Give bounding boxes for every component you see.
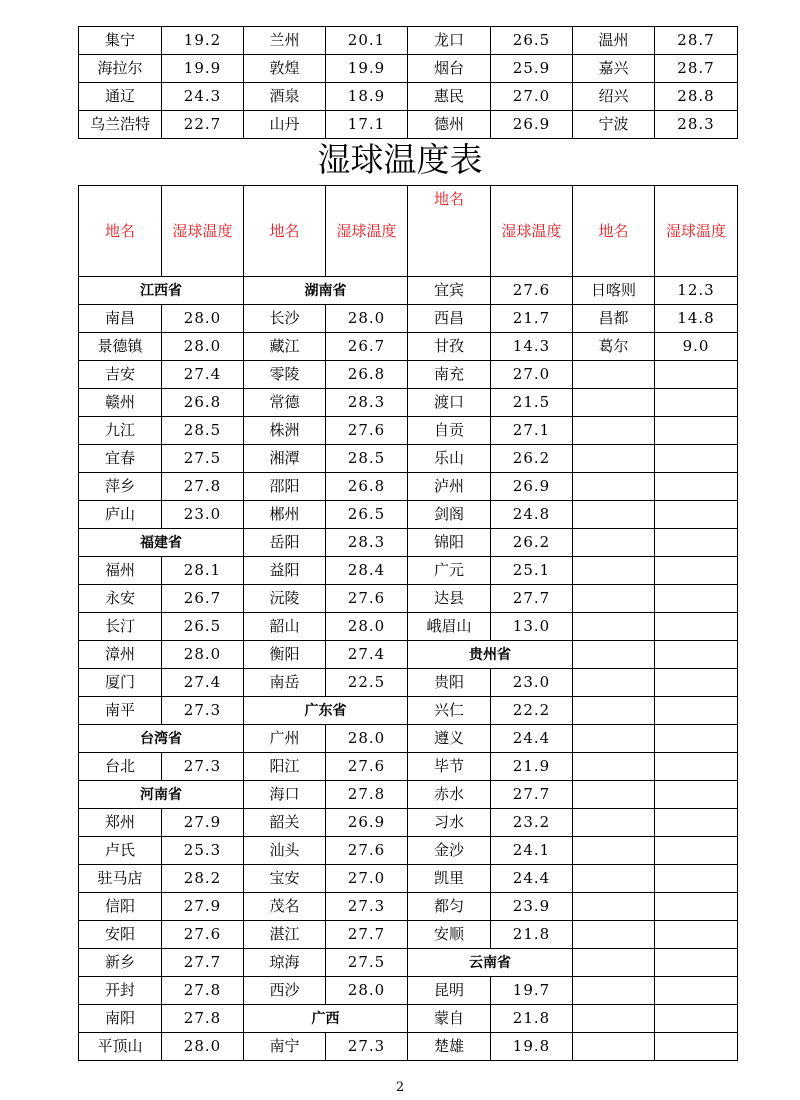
wet-bulb-value: 25.3 <box>162 837 244 865</box>
place-name: 零陵 <box>244 361 326 389</box>
empty-cell <box>655 893 738 921</box>
place-name: 兴仁 <box>408 697 491 725</box>
header-place: 地名 <box>573 186 655 277</box>
empty-cell <box>655 1033 738 1061</box>
table-row <box>79 529 738 557</box>
wet-bulb-value: 27.6 <box>162 921 244 949</box>
wet-bulb-value: 26.5 <box>491 27 573 55</box>
empty-cell <box>573 669 655 697</box>
wet-bulb-value: 28.0 <box>326 977 408 1005</box>
place-name: 郑州 <box>79 809 162 837</box>
wet-bulb-value: 27.6 <box>326 585 408 613</box>
header-place: 地名 <box>244 186 326 277</box>
empty-cell <box>573 753 655 781</box>
place-name: 葛尔 <box>573 333 655 361</box>
wet-bulb-value: 28.4 <box>326 557 408 585</box>
table-row <box>79 445 738 473</box>
place-name: 峨眉山 <box>408 613 491 641</box>
place-name: 郴州 <box>244 501 326 529</box>
place-name: 海拉尔 <box>79 55 162 83</box>
wet-bulb-value: 22.2 <box>491 697 573 725</box>
empty-cell <box>655 669 738 697</box>
wet-bulb-value: 17.1 <box>326 111 408 139</box>
wet-bulb-value: 24.8 <box>491 501 573 529</box>
wet-bulb-value: 26.8 <box>162 389 244 417</box>
wet-bulb-value: 27.7 <box>491 781 573 809</box>
wet-bulb-value: 26.7 <box>326 333 408 361</box>
wet-bulb-value: 21.5 <box>491 389 573 417</box>
place-name: 九江 <box>79 417 162 445</box>
table-row <box>79 27 738 55</box>
wet-bulb-value: 26.5 <box>326 501 408 529</box>
table-row <box>79 669 738 697</box>
wet-bulb-value: 21.9 <box>491 753 573 781</box>
wet-bulb-value: 27.9 <box>162 893 244 921</box>
table-row <box>79 473 738 501</box>
table-row <box>79 641 738 669</box>
wet-bulb-value: 27.9 <box>162 809 244 837</box>
wet-bulb-value: 28.0 <box>326 725 408 753</box>
wet-bulb-value: 28.7 <box>655 55 738 83</box>
place-name: 邵阳 <box>244 473 326 501</box>
header-row <box>79 186 738 277</box>
wet-bulb-value: 28.3 <box>326 529 408 557</box>
empty-cell <box>655 977 738 1005</box>
wet-bulb-value: 24.4 <box>491 865 573 893</box>
table-row <box>79 277 738 305</box>
place-name: 信阳 <box>79 893 162 921</box>
place-name: 藏江 <box>244 333 326 361</box>
table-row <box>79 893 738 921</box>
wet-bulb-value: 21.8 <box>491 1005 573 1033</box>
wet-bulb-value: 28.5 <box>162 417 244 445</box>
empty-cell <box>655 921 738 949</box>
place-name: 厦门 <box>79 669 162 697</box>
table-row <box>79 865 738 893</box>
table-title: 湿球温度表 <box>317 140 483 179</box>
empty-cell <box>655 473 738 501</box>
place-name: 韶山 <box>244 613 326 641</box>
place-name: 南阳 <box>79 1005 162 1033</box>
wet-bulb-value: 27.7 <box>491 585 573 613</box>
empty-cell <box>655 529 738 557</box>
place-name: 湛江 <box>244 921 326 949</box>
place-name: 韶关 <box>244 809 326 837</box>
wet-bulb-value: 27.3 <box>162 753 244 781</box>
wet-bulb-value: 28.2 <box>162 865 244 893</box>
empty-cell <box>655 445 738 473</box>
empty-cell <box>655 389 738 417</box>
empty-cell <box>573 389 655 417</box>
place-name: 宜宾 <box>408 277 491 305</box>
wet-bulb-value: 27.3 <box>326 1033 408 1061</box>
place-name: 琼海 <box>244 949 326 977</box>
empty-cell <box>573 1033 655 1061</box>
place-name: 集宁 <box>79 27 162 55</box>
table-row <box>79 613 738 641</box>
empty-cell <box>655 865 738 893</box>
table-row <box>79 697 738 725</box>
empty-cell <box>655 641 738 669</box>
empty-cell <box>573 641 655 669</box>
wet-bulb-value: 21.7 <box>491 305 573 333</box>
wet-bulb-value: 28.0 <box>326 613 408 641</box>
place-name: 长沙 <box>244 305 326 333</box>
wet-bulb-value: 27.1 <box>491 417 573 445</box>
province-header: 江西省 <box>79 277 244 305</box>
place-name: 都匀 <box>408 893 491 921</box>
table-row <box>79 333 738 361</box>
place-name: 昆明 <box>408 977 491 1005</box>
wet-bulb-value: 28.3 <box>655 111 738 139</box>
empty-cell <box>655 949 738 977</box>
table-row <box>79 949 738 977</box>
header-wet-bulb: 湿球温度 <box>655 186 738 277</box>
empty-cell <box>655 809 738 837</box>
wet-bulb-value: 27.8 <box>326 781 408 809</box>
wet-bulb-value: 27.3 <box>326 893 408 921</box>
empty-cell <box>655 417 738 445</box>
place-name: 广元 <box>408 557 491 585</box>
place-name: 蒙自 <box>408 1005 491 1033</box>
place-name: 南昌 <box>79 305 162 333</box>
wet-bulb-value: 28.7 <box>655 27 738 55</box>
place-name: 甘孜 <box>408 333 491 361</box>
wet-bulb-value: 23.2 <box>491 809 573 837</box>
wet-bulb-value: 26.8 <box>326 473 408 501</box>
place-name: 长汀 <box>79 613 162 641</box>
place-name: 株洲 <box>244 417 326 445</box>
place-name: 西昌 <box>408 305 491 333</box>
wet-bulb-value: 27.6 <box>326 417 408 445</box>
province-header: 广西 <box>244 1005 408 1033</box>
wet-bulb-value: 26.5 <box>162 613 244 641</box>
place-name: 泸州 <box>408 473 491 501</box>
empty-cell <box>573 445 655 473</box>
table-row <box>79 361 738 389</box>
place-name: 宜春 <box>79 445 162 473</box>
place-name: 德州 <box>408 111 491 139</box>
table-row <box>79 501 738 529</box>
table-row <box>79 921 738 949</box>
empty-cell <box>655 837 738 865</box>
empty-cell <box>655 557 738 585</box>
empty-cell <box>655 501 738 529</box>
wet-bulb-value: 27.0 <box>491 361 573 389</box>
place-name: 达县 <box>408 585 491 613</box>
place-name: 萍乡 <box>79 473 162 501</box>
wet-bulb-value: 28.8 <box>655 83 738 111</box>
empty-cell <box>573 781 655 809</box>
wet-bulb-value: 22.5 <box>326 669 408 697</box>
place-name: 赣州 <box>79 389 162 417</box>
place-name: 汕头 <box>244 837 326 865</box>
wet-bulb-value: 22.7 <box>162 111 244 139</box>
table-row <box>79 111 738 139</box>
wet-bulb-value: 26.8 <box>326 361 408 389</box>
wet-bulb-value: 27.0 <box>326 865 408 893</box>
place-name: 沅陵 <box>244 585 326 613</box>
header-wet-bulb: 湿球温度 <box>491 186 573 277</box>
wet-bulb-value: 19.8 <box>491 1033 573 1061</box>
place-name: 平顶山 <box>79 1033 162 1061</box>
place-name: 锦阳 <box>408 529 491 557</box>
place-name: 漳州 <box>79 641 162 669</box>
wet-bulb-value: 19.9 <box>326 55 408 83</box>
place-name: 遵义 <box>408 725 491 753</box>
empty-cell <box>573 809 655 837</box>
empty-cell <box>655 753 738 781</box>
place-name: 楚雄 <box>408 1033 491 1061</box>
place-name: 驻马店 <box>79 865 162 893</box>
wet-bulb-value: 14.3 <box>491 333 573 361</box>
header-place: 地名 <box>79 186 162 277</box>
place-name: 新乡 <box>79 949 162 977</box>
empty-cell <box>573 893 655 921</box>
wet-bulb-value: 26.7 <box>162 585 244 613</box>
empty-cell <box>573 865 655 893</box>
province-header: 湖南省 <box>244 277 408 305</box>
wet-bulb-value: 27.0 <box>491 83 573 111</box>
table-row <box>79 305 738 333</box>
place-name: 嘉兴 <box>573 55 655 83</box>
table-row <box>79 389 738 417</box>
place-name: 贵阳 <box>408 669 491 697</box>
place-name: 日喀则 <box>573 277 655 305</box>
table-row <box>79 837 738 865</box>
wet-bulb-value: 27.8 <box>162 473 244 501</box>
table-row <box>79 753 738 781</box>
wet-bulb-value: 28.5 <box>326 445 408 473</box>
table-row <box>79 809 738 837</box>
place-name: 敦煌 <box>244 55 326 83</box>
place-name: 宝安 <box>244 865 326 893</box>
wet-bulb-temperature-table <box>78 185 738 1061</box>
place-name: 阳江 <box>244 753 326 781</box>
wet-bulb-value: 24.1 <box>491 837 573 865</box>
empty-cell <box>573 585 655 613</box>
wet-bulb-value: 19.2 <box>162 27 244 55</box>
table-row <box>79 1033 738 1061</box>
wet-bulb-value: 23.0 <box>491 669 573 697</box>
place-name: 岳阳 <box>244 529 326 557</box>
wet-bulb-value: 28.1 <box>162 557 244 585</box>
place-name: 衡阳 <box>244 641 326 669</box>
table-row <box>79 977 738 1005</box>
place-name: 吉安 <box>79 361 162 389</box>
province-header: 云南省 <box>408 949 573 977</box>
wet-bulb-value: 26.9 <box>491 111 573 139</box>
empty-cell <box>573 473 655 501</box>
empty-cell <box>573 529 655 557</box>
place-name: 烟台 <box>408 55 491 83</box>
header-wet-bulb: 湿球温度 <box>326 186 408 277</box>
place-name: 永安 <box>79 585 162 613</box>
continued-table <box>78 26 738 139</box>
page-number: 2 <box>395 1080 405 1095</box>
table-row <box>79 781 738 809</box>
place-name: 剑阁 <box>408 501 491 529</box>
wet-bulb-value: 13.0 <box>491 613 573 641</box>
wet-bulb-value: 18.9 <box>326 83 408 111</box>
place-name: 南宁 <box>244 1033 326 1061</box>
wet-bulb-value: 28.0 <box>162 1033 244 1061</box>
wet-bulb-value: 26.9 <box>491 473 573 501</box>
place-name: 广州 <box>244 725 326 753</box>
place-name: 宁波 <box>573 111 655 139</box>
wet-bulb-value: 27.4 <box>162 669 244 697</box>
place-name: 温州 <box>573 27 655 55</box>
place-name: 惠民 <box>408 83 491 111</box>
place-name: 赤水 <box>408 781 491 809</box>
wet-bulb-value: 19.7 <box>491 977 573 1005</box>
wet-bulb-value: 19.9 <box>162 55 244 83</box>
wet-bulb-value: 14.8 <box>655 305 738 333</box>
place-name: 龙口 <box>408 27 491 55</box>
place-name: 乌兰浩特 <box>79 111 162 139</box>
empty-cell <box>655 697 738 725</box>
province-header: 台湾省 <box>79 725 244 753</box>
province-header: 广东省 <box>244 697 408 725</box>
wet-bulb-value: 20.1 <box>326 27 408 55</box>
table-row <box>79 55 738 83</box>
place-name: 凯里 <box>408 865 491 893</box>
wet-bulb-value: 27.5 <box>326 949 408 977</box>
place-name: 开封 <box>79 977 162 1005</box>
place-name: 南充 <box>408 361 491 389</box>
place-name: 福州 <box>79 557 162 585</box>
wet-bulb-value: 27.8 <box>162 1005 244 1033</box>
table-row <box>79 83 738 111</box>
wet-bulb-value: 26.9 <box>326 809 408 837</box>
place-name: 毕节 <box>408 753 491 781</box>
place-name: 习水 <box>408 809 491 837</box>
header-place: 地名 <box>408 186 491 277</box>
table-row <box>79 417 738 445</box>
province-header: 河南省 <box>79 781 244 809</box>
wet-bulb-value: 27.8 <box>162 977 244 1005</box>
empty-cell <box>573 921 655 949</box>
empty-cell <box>573 949 655 977</box>
wet-bulb-value: 28.0 <box>162 305 244 333</box>
wet-bulb-value: 24.3 <box>162 83 244 111</box>
place-name: 益阳 <box>244 557 326 585</box>
wet-bulb-value: 27.7 <box>326 921 408 949</box>
place-name: 山丹 <box>244 111 326 139</box>
place-name: 酒泉 <box>244 83 326 111</box>
province-header: 福建省 <box>79 529 244 557</box>
place-name: 金沙 <box>408 837 491 865</box>
wet-bulb-value: 27.4 <box>162 361 244 389</box>
empty-cell <box>655 1005 738 1033</box>
place-name: 乐山 <box>408 445 491 473</box>
empty-cell <box>573 361 655 389</box>
wet-bulb-value: 23.9 <box>491 893 573 921</box>
empty-cell <box>573 417 655 445</box>
province-header: 贵州省 <box>408 641 573 669</box>
wet-bulb-value: 27.6 <box>491 277 573 305</box>
empty-cell <box>573 557 655 585</box>
wet-bulb-value: 28.3 <box>326 389 408 417</box>
empty-cell <box>573 837 655 865</box>
place-name: 安顺 <box>408 921 491 949</box>
wet-bulb-value: 27.7 <box>162 949 244 977</box>
place-name: 安阳 <box>79 921 162 949</box>
wet-bulb-value: 23.0 <box>162 501 244 529</box>
place-name: 常德 <box>244 389 326 417</box>
empty-cell <box>655 361 738 389</box>
place-name: 卢氏 <box>79 837 162 865</box>
place-name: 绍兴 <box>573 83 655 111</box>
header-wet-bulb: 湿球温度 <box>162 186 244 277</box>
place-name: 茂名 <box>244 893 326 921</box>
wet-bulb-value: 25.9 <box>491 55 573 83</box>
wet-bulb-value: 25.1 <box>491 557 573 585</box>
empty-cell <box>655 781 738 809</box>
table-row <box>79 725 738 753</box>
wet-bulb-value: 9.0 <box>655 333 738 361</box>
wet-bulb-value: 27.6 <box>326 753 408 781</box>
place-name: 渡口 <box>408 389 491 417</box>
wet-bulb-value: 27.6 <box>326 837 408 865</box>
wet-bulb-value: 26.2 <box>491 445 573 473</box>
empty-cell <box>573 697 655 725</box>
place-name: 西沙 <box>244 977 326 1005</box>
wet-bulb-value: 27.5 <box>162 445 244 473</box>
wet-bulb-value: 27.3 <box>162 697 244 725</box>
empty-cell <box>573 725 655 753</box>
table-row <box>79 557 738 585</box>
wet-bulb-value: 28.0 <box>162 641 244 669</box>
place-name: 海口 <box>244 781 326 809</box>
place-name: 南岳 <box>244 669 326 697</box>
empty-cell <box>573 613 655 641</box>
place-name: 通辽 <box>79 83 162 111</box>
wet-bulb-value: 12.3 <box>655 277 738 305</box>
empty-cell <box>573 1005 655 1033</box>
place-name: 庐山 <box>79 501 162 529</box>
empty-cell <box>655 613 738 641</box>
wet-bulb-value: 26.2 <box>491 529 573 557</box>
empty-cell <box>655 725 738 753</box>
wet-bulb-value: 21.8 <box>491 921 573 949</box>
empty-cell <box>655 585 738 613</box>
place-name: 湘潭 <box>244 445 326 473</box>
wet-bulb-value: 28.0 <box>162 333 244 361</box>
place-name: 昌都 <box>573 305 655 333</box>
table-row <box>79 1005 738 1033</box>
place-name: 自贡 <box>408 417 491 445</box>
table-row <box>79 585 738 613</box>
empty-cell <box>573 501 655 529</box>
place-name: 南平 <box>79 697 162 725</box>
place-name: 台北 <box>79 753 162 781</box>
wet-bulb-value: 27.4 <box>326 641 408 669</box>
wet-bulb-value: 24.4 <box>491 725 573 753</box>
wet-bulb-value: 28.0 <box>326 305 408 333</box>
empty-cell <box>573 977 655 1005</box>
place-name: 景德镇 <box>79 333 162 361</box>
place-name: 兰州 <box>244 27 326 55</box>
